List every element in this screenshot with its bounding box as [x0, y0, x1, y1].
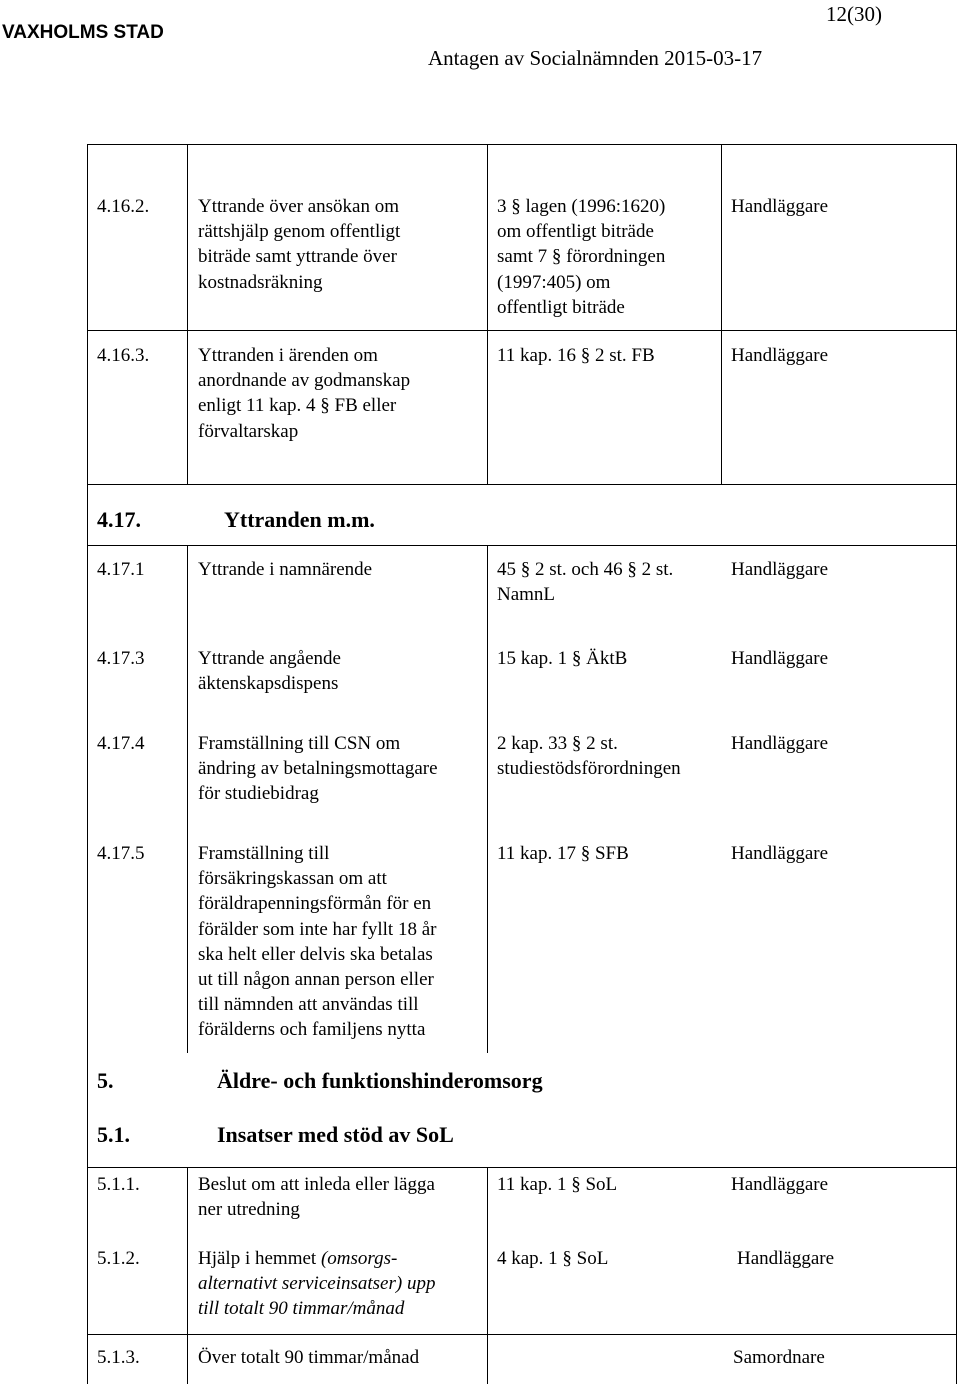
item-number: 4.17.1 — [97, 559, 145, 580]
section-number: 5. — [97, 1068, 114, 1093]
item-legal-reference: 3 § lagen (1996:1620) om offentligt biträde samt 7 § förordningen (1997:405) om offentligt biträde — [497, 196, 666, 318]
item-delegate: Handläggare — [731, 843, 829, 864]
item-delegate: Handläggare — [731, 733, 829, 754]
organization-name: VAXHOLMS STAD — [2, 22, 164, 43]
item-number: 4.16.2. — [97, 196, 150, 217]
item-number: 5.1.2. — [97, 1248, 140, 1269]
section-title: Yttranden m.m. — [224, 507, 375, 532]
item-description: Yttrande angående äktenskapsdispens — [198, 648, 341, 695]
item-legal-reference: 11 kap. 16 § 2 st. FB — [497, 345, 655, 366]
section-title: Äldre- och funktionshinderomsorg — [217, 1068, 543, 1093]
item-legal-reference: 2 kap. 33 § 2 st. studiestödsförordningen — [497, 733, 681, 780]
item-description: Yttrande i namnärende — [198, 559, 373, 580]
item-description: Yttranden i ärenden om anordnande av godmanskap enligt 11 kap. 4 § FB eller förvaltarskap — [198, 345, 411, 442]
item-delegate: Handläggare — [731, 559, 829, 580]
item-legal-reference: 15 kap. 1 § ÄktB — [497, 648, 628, 669]
item-legal-reference: 4 kap. 1 § SoL — [497, 1248, 609, 1269]
item-legal-reference: 11 kap. 17 § SFB — [497, 843, 629, 864]
item-delegate: Handläggare — [731, 648, 829, 669]
item-number: 4.16.3. — [97, 345, 150, 366]
item-description: Yttrande över ansökan om rättshjälp genom offentligt biträde samt yttrande över kostnadsräkning — [198, 196, 401, 293]
item-description: Hjälp i hemmet (omsorgs- alternativt serviceinsatser) upp till totalt 90 timmar/månad — [198, 1248, 436, 1320]
page-number: 12(30) — [826, 2, 882, 26]
item-delegate: Handläggare — [737, 1248, 835, 1269]
item-legal-reference: 45 § 2 st. och 46 § 2 st. NamnL — [497, 559, 674, 606]
item-description: Beslut om att inleda eller lägga ner utredning — [198, 1174, 435, 1221]
item-delegate: Handläggare — [731, 196, 829, 217]
section-title: Insatser med stöd av SoL — [217, 1122, 454, 1147]
item-number: 4.17.4 — [97, 733, 145, 754]
item-number: 5.1.1. — [97, 1174, 140, 1195]
item-description: Över totalt 90 timmar/månad — [198, 1347, 420, 1368]
item-legal-reference: 11 kap. 1 § SoL — [497, 1174, 618, 1195]
section-number: 4.17. — [97, 507, 141, 532]
item-delegate: Handläggare — [731, 1174, 829, 1195]
adoption-note: Antagen av Socialnämnden 2015-03-17 — [428, 46, 763, 70]
item-delegate: Handläggare — [731, 345, 829, 366]
item-number: 4.17.3 — [97, 648, 145, 669]
item-number: 4.17.5 — [97, 843, 145, 864]
item-description: Framställning till försäkringskassan om att föräldrapenningsförmån för en förälder som inte har fyllt 18 år ska helt eller delvis ska betalas ut till någon annan person eller till nämnden att användas till förälderns och familjens nytta — [198, 843, 437, 1041]
section-number: 5.1. — [97, 1122, 130, 1147]
item-description: Framställning till CSN om ändring av betalningsmottagare för studiebidrag — [198, 733, 438, 805]
item-number: 5.1.3. — [97, 1347, 140, 1368]
item-delegate: Samordnare — [733, 1347, 825, 1368]
